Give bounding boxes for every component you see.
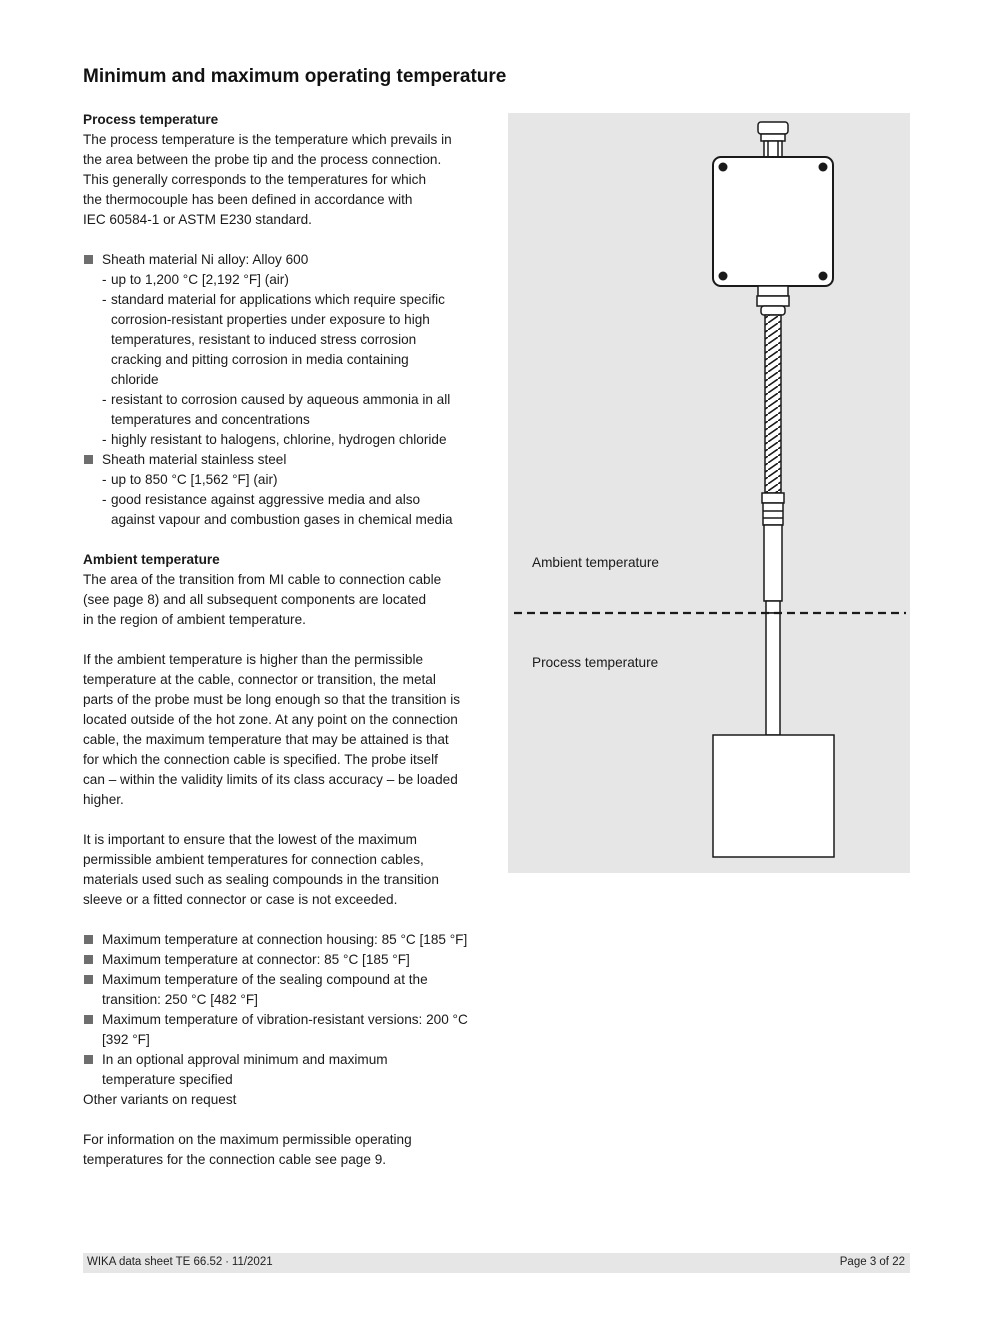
braided-connection-cable [765, 315, 781, 493]
text-line: This generally corresponds to the temperatures for which [83, 172, 427, 187]
ambient-temperature-heading: Ambient temperature [83, 552, 220, 567]
bottom-gland-nut [758, 286, 788, 296]
housing-screw [819, 163, 828, 172]
list-item [83, 450, 493, 530]
page-number: Page 3 of 22 [839, 1256, 905, 1268]
ambient-paragraph-2: If the ambient temperature is higher than the permissible temperature at the cable, connector or transition, the metal parts of the probe must be long enough so that the transition is located outside of the hot zone. At any point on the connection cable, the maximum temperature that may be attained is that for which the connection cable is specified. The probe itself can – within the validity limits of its class accuracy – be loaded higher. [83, 652, 461, 807]
connection-housing [713, 157, 833, 286]
list-item: - up to 1,200 °C [2,192 °F] (air) [102, 270, 493, 290]
bottom-gland-body [757, 296, 789, 306]
list-item: Maximum temperature of the sealing compound at the transition: 250 °C [482 °F] [83, 970, 493, 1010]
text-line: IEC 60584-1 or ASTM E230 standard. [83, 212, 312, 227]
list-item: Maximum temperature at connection housing: 85 °C [185 °F] [83, 930, 493, 950]
list-item: Maximum temperature at connector: 85 °C [185 °F] [83, 950, 493, 970]
transition-ring [762, 493, 784, 503]
material-label: Sheath material Ni alloy: Alloy 600 [102, 252, 309, 267]
top-gland-cap [758, 122, 788, 134]
bottom-gland-cap [761, 306, 785, 315]
material-label: Sheath material stainless steel [102, 452, 287, 467]
page-footer [83, 1253, 910, 1273]
transition-sleeve [764, 525, 782, 601]
text-column [83, 110, 493, 1170]
ambient-temperature-label: Ambient temperature [532, 555, 659, 570]
sheath-material-list [83, 250, 493, 530]
top-gland-body [764, 141, 782, 157]
process-connection-box [713, 735, 834, 857]
thermocouple-drawing [508, 113, 910, 873]
list-item: - up to 850 °C [1,562 °F] (air) [102, 470, 493, 490]
transition-sleeve-upper [763, 503, 783, 525]
text-line: The process temperature is the temperature which prevails in [83, 132, 452, 147]
text-line: the area between the probe tip and the process connection. [83, 152, 442, 167]
mi-cable-sheath [766, 613, 780, 735]
housing-screw [819, 272, 828, 281]
ambient-paragraph-1: The area of the transition from MI cable to connection cable (see page 8) and all subsequent components are located in the region of ambient temperature. [83, 572, 442, 627]
list-item: Maximum temperature of vibration-resistant versions: 200 °C [392 °F] [83, 1010, 493, 1050]
list-item: - resistant to corrosion caused by aqueous ammonia in all temperatures and concentrations [102, 390, 493, 430]
process-temperature-text [83, 130, 493, 230]
cable-info-note: For information on the maximum permissible operating temperatures for the connection cable see page 9. [83, 1132, 412, 1167]
thermocouple-diagram [508, 113, 910, 873]
list-item: - highly resistant to halogens, chlorine, hydrogen chloride [102, 430, 493, 450]
max-temperature-list [83, 930, 493, 1090]
ambient-paragraph-3: It is important to ensure that the lowest of the maximum permissible ambient temperatures for connection cables, materials used such as sealing compounds in the transition sleeve or a fitted connector or case is not exceeded. [83, 832, 439, 907]
list-item: In an optional approval minimum and maximum temperature specified [83, 1050, 493, 1090]
process-temperature-label: Process temperature [532, 655, 659, 670]
list-item: - standard material for applications which require specific corrosion-resistant properties under exposure to high temperatures, resistant to induced stress corrosion cracking and pitting corrosion in media containing chloride [102, 290, 493, 390]
list-item: - good resistance against aggressive media and also against vapour and combustion gases in chemical media [102, 490, 493, 530]
datasheet-reference: WIKA data sheet TE 66.52 ∙ 11/2021 [87, 1256, 273, 1268]
text-line: the thermocouple has been defined in accordance with [83, 192, 413, 207]
list-item [83, 250, 493, 450]
page-title: Minimum and maximum operating temperature [83, 66, 507, 87]
other-variants-note: Other variants on request [83, 1092, 237, 1107]
process-temperature-heading: Process temperature [83, 112, 219, 127]
housing-screw [719, 272, 728, 281]
transition-end [766, 601, 780, 613]
top-gland-nut [761, 134, 785, 141]
housing-screw [719, 163, 728, 172]
